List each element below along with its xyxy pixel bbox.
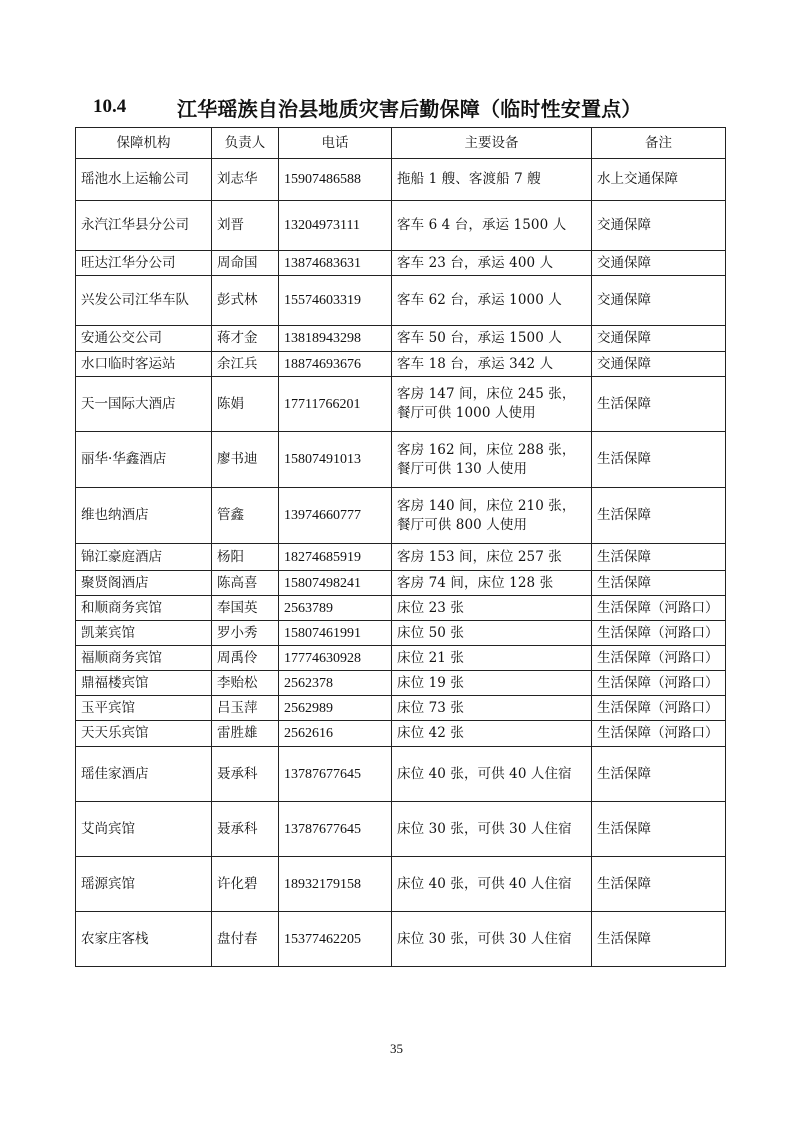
remarks-cell: 交通保障 bbox=[592, 276, 726, 326]
phone-cell: 15807461991 bbox=[279, 621, 392, 646]
equipment-cell: 床位 30 张，可供 30 人住宿 bbox=[392, 912, 592, 967]
table-row bbox=[76, 352, 726, 377]
section-title: 江华瑶族自治县地质灾害后勤保障（临时性安置点） bbox=[177, 96, 642, 121]
remarks-cell: 生活保障（河路口） bbox=[592, 671, 726, 696]
phone-cell: 13974660777 bbox=[279, 488, 392, 544]
person-cell: 奉国英 bbox=[212, 596, 279, 621]
remarks-cell: 生活保障（河路口） bbox=[592, 646, 726, 671]
person-cell: 彭式林 bbox=[212, 276, 279, 326]
remarks-cell: 生活保障（河路口） bbox=[592, 596, 726, 621]
header-person-in-charge: 负责人 bbox=[212, 128, 279, 159]
person-cell: 周禹伶 bbox=[212, 646, 279, 671]
remarks-cell: 交通保障 bbox=[592, 326, 726, 352]
table-row bbox=[76, 488, 726, 544]
remarks-cell: 生活保障 bbox=[592, 912, 726, 967]
phone-cell: 2562989 bbox=[279, 696, 392, 721]
table-row bbox=[76, 857, 726, 912]
phone-cell: 18274685919 bbox=[279, 544, 392, 571]
phone-cell: 2562616 bbox=[279, 721, 392, 747]
organization-cell: 鼎福楼宾馆 bbox=[76, 671, 212, 696]
organization-cell: 丽华·华鑫酒店 bbox=[76, 432, 212, 488]
equipment-cell: 客房 140 间，床位 210 张，餐厅可供 800 人使用 bbox=[392, 488, 592, 544]
remarks-cell: 交通保障 bbox=[592, 352, 726, 377]
organization-cell: 维也纳酒店 bbox=[76, 488, 212, 544]
equipment-cell: 客车 62 台，承运 1000 人 bbox=[392, 276, 592, 326]
organization-cell: 和顺商务宾馆 bbox=[76, 596, 212, 621]
phone-cell: 13787677645 bbox=[279, 747, 392, 802]
section-heading bbox=[93, 92, 733, 122]
remarks-cell: 交通保障 bbox=[592, 201, 726, 251]
remarks-cell: 生活保障 bbox=[592, 544, 726, 571]
remarks-cell: 生活保障 bbox=[592, 571, 726, 596]
remarks-cell: 生活保障 bbox=[592, 857, 726, 912]
equipment-cell: 客房 147 间，床位 245 张，餐厅可供 1000 人使用 bbox=[392, 377, 592, 432]
phone-cell: 2562378 bbox=[279, 671, 392, 696]
equipment-cell: 客房 74 间，床位 128 张 bbox=[392, 571, 592, 596]
header-organization: 保障机构 bbox=[76, 128, 212, 159]
equipment-cell: 床位 50 张 bbox=[392, 621, 592, 646]
phone-cell: 15574603319 bbox=[279, 276, 392, 326]
person-cell: 聂承科 bbox=[212, 802, 279, 857]
remarks-cell: 生活保障 bbox=[592, 432, 726, 488]
phone-cell: 15807498241 bbox=[279, 571, 392, 596]
phone-cell: 15807491013 bbox=[279, 432, 392, 488]
table-row bbox=[76, 646, 726, 671]
header-remarks: 备注 bbox=[592, 128, 726, 159]
header-main-equipment: 主要设备 bbox=[392, 128, 592, 159]
phone-cell: 13204973111 bbox=[279, 201, 392, 251]
equipment-cell: 床位 40 张，可供 40 人住宿 bbox=[392, 747, 592, 802]
person-cell: 杨阳 bbox=[212, 544, 279, 571]
remarks-cell: 生活保障 bbox=[592, 488, 726, 544]
organization-cell: 艾尚宾馆 bbox=[76, 802, 212, 857]
equipment-cell: 客房 162 间，床位 288 张，餐厅可供 130 人使用 bbox=[392, 432, 592, 488]
phone-cell: 13874683631 bbox=[279, 251, 392, 276]
equipment-cell: 床位 23 张 bbox=[392, 596, 592, 621]
table-row bbox=[76, 747, 726, 802]
remarks-cell: 水上交通保障 bbox=[592, 159, 726, 201]
person-cell: 刘晋 bbox=[212, 201, 279, 251]
organization-cell: 安通公交公司 bbox=[76, 326, 212, 352]
person-cell: 聂承科 bbox=[212, 747, 279, 802]
table-header-row bbox=[76, 128, 726, 159]
phone-cell: 17711766201 bbox=[279, 377, 392, 432]
person-cell: 余江兵 bbox=[212, 352, 279, 377]
remarks-cell: 生活保障（河路口） bbox=[592, 696, 726, 721]
table-row bbox=[76, 802, 726, 857]
table-row bbox=[76, 276, 726, 326]
equipment-cell: 床位 21 张 bbox=[392, 646, 592, 671]
equipment-cell: 拖船 1 艘、客渡船 7 艘 bbox=[392, 159, 592, 201]
person-cell: 盘付春 bbox=[212, 912, 279, 967]
phone-cell: 15907486588 bbox=[279, 159, 392, 201]
organization-cell: 瑶佳家酒店 bbox=[76, 747, 212, 802]
table-row bbox=[76, 326, 726, 352]
organization-cell: 兴发公司江华车队 bbox=[76, 276, 212, 326]
phone-cell: 18874693676 bbox=[279, 352, 392, 377]
person-cell: 陈娟 bbox=[212, 377, 279, 432]
organization-cell: 玉平宾馆 bbox=[76, 696, 212, 721]
table-row bbox=[76, 571, 726, 596]
equipment-cell: 客车 50 台，承运 1500 人 bbox=[392, 326, 592, 352]
person-cell: 许化碧 bbox=[212, 857, 279, 912]
equipment-cell: 床位 30 张，可供 30 人住宿 bbox=[392, 802, 592, 857]
organization-cell: 福顺商务宾馆 bbox=[76, 646, 212, 671]
phone-cell: 17774630928 bbox=[279, 646, 392, 671]
organization-cell: 天天乐宾馆 bbox=[76, 721, 212, 747]
table-row bbox=[76, 721, 726, 747]
table-row bbox=[76, 621, 726, 646]
equipment-cell: 客房 153 间，床位 257 张 bbox=[392, 544, 592, 571]
equipment-cell: 床位 19 张 bbox=[392, 671, 592, 696]
phone-cell: 2563789 bbox=[279, 596, 392, 621]
person-cell: 管鑫 bbox=[212, 488, 279, 544]
table-row bbox=[76, 432, 726, 488]
remarks-cell: 生活保障 bbox=[592, 802, 726, 857]
equipment-cell: 床位 73 张 bbox=[392, 696, 592, 721]
equipment-cell: 客车 18 台，承运 342 人 bbox=[392, 352, 592, 377]
person-cell: 陈高喜 bbox=[212, 571, 279, 596]
person-cell: 李贻松 bbox=[212, 671, 279, 696]
organization-cell: 旺达江华分公司 bbox=[76, 251, 212, 276]
table-row bbox=[76, 596, 726, 621]
person-cell: 刘志华 bbox=[212, 159, 279, 201]
organization-cell: 天一国际大酒店 bbox=[76, 377, 212, 432]
remarks-cell: 生活保障（河路口） bbox=[592, 621, 726, 646]
table-row bbox=[76, 671, 726, 696]
header-phone: 电话 bbox=[279, 128, 392, 159]
table-row bbox=[76, 251, 726, 276]
page-number: 35 bbox=[390, 1041, 403, 1056]
table-row bbox=[76, 159, 726, 201]
organization-cell: 凯莱宾馆 bbox=[76, 621, 212, 646]
remarks-cell: 生活保障 bbox=[592, 377, 726, 432]
organization-cell: 农家庄客栈 bbox=[76, 912, 212, 967]
organization-cell: 瑶源宾馆 bbox=[76, 857, 212, 912]
equipment-cell: 床位 40 张，可供 40 人住宿 bbox=[392, 857, 592, 912]
remarks-cell: 生活保障（河路口） bbox=[592, 721, 726, 747]
equipment-cell: 床位 42 张 bbox=[392, 721, 592, 747]
remarks-cell: 生活保障 bbox=[592, 747, 726, 802]
remarks-cell: 交通保障 bbox=[592, 251, 726, 276]
organization-cell: 瑶池水上运输公司 bbox=[76, 159, 212, 201]
phone-cell: 15377462205 bbox=[279, 912, 392, 967]
organization-cell: 锦江豪庭酒店 bbox=[76, 544, 212, 571]
logistics-table bbox=[75, 127, 726, 967]
table-row bbox=[76, 377, 726, 432]
person-cell: 罗小秀 bbox=[212, 621, 279, 646]
table-row bbox=[76, 696, 726, 721]
phone-cell: 13818943298 bbox=[279, 326, 392, 352]
equipment-cell: 客车 6 4 台，承运 1500 人 bbox=[392, 201, 592, 251]
phone-cell: 18932179158 bbox=[279, 857, 392, 912]
phone-cell: 13787677645 bbox=[279, 802, 392, 857]
table-row bbox=[76, 201, 726, 251]
organization-cell: 聚贤阁酒店 bbox=[76, 571, 212, 596]
person-cell: 周命国 bbox=[212, 251, 279, 276]
equipment-cell: 客车 23 台，承运 400 人 bbox=[392, 251, 592, 276]
person-cell: 蒋才金 bbox=[212, 326, 279, 352]
table-row bbox=[76, 912, 726, 967]
person-cell: 廖书迪 bbox=[212, 432, 279, 488]
section-number: 10.4 bbox=[93, 96, 127, 117]
person-cell: 吕玉萍 bbox=[212, 696, 279, 721]
table-row bbox=[76, 544, 726, 571]
organization-cell: 水口临时客运站 bbox=[76, 352, 212, 377]
person-cell: 雷胜雄 bbox=[212, 721, 279, 747]
organization-cell: 永汽江华县分公司 bbox=[76, 201, 212, 251]
